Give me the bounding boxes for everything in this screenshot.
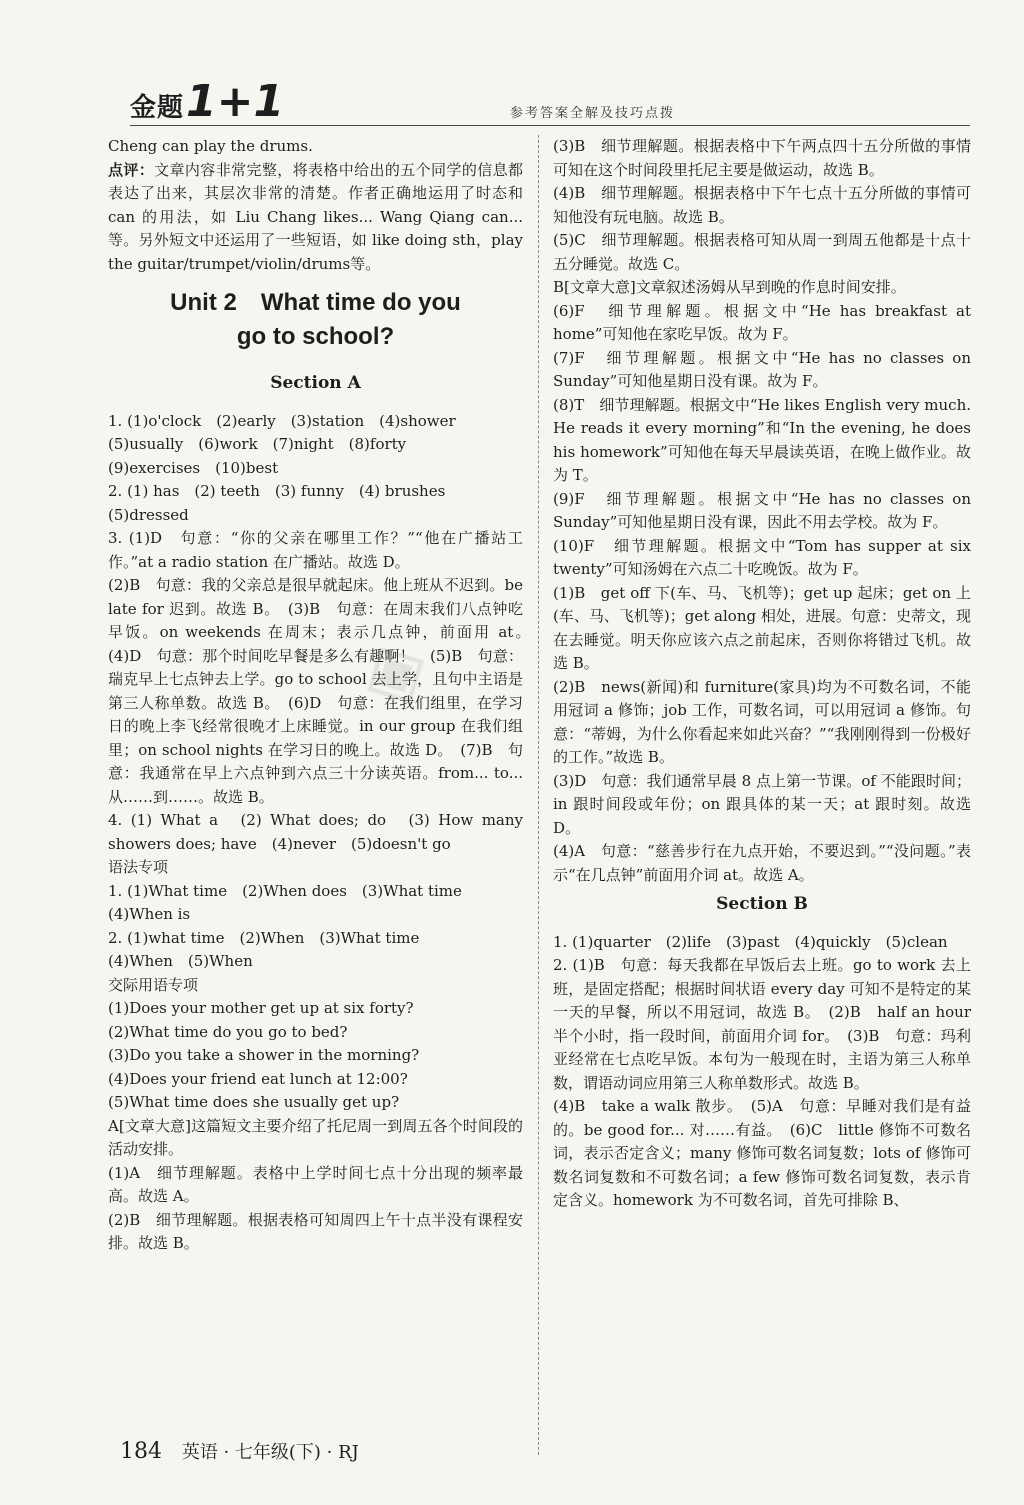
answer-line: (4)B 细节理解题。根据表格中下午七点十五分所做的事情可知他没有玩电脑。故选 B。 bbox=[553, 184, 971, 226]
answer-line: (1)A 细节理解题。表格中上学时间七点十分出现的频率最高。故选 A。 bbox=[108, 1163, 523, 1205]
intro-line: Cheng can play the drums. bbox=[108, 137, 313, 155]
header-subtitle: 参考答案全解及技巧点拨 bbox=[510, 106, 676, 121]
page-header bbox=[130, 72, 920, 127]
comment-text: 文章内容非常完整，将表格中给出的五个同学的信息都表达了出来，其层次非常的清楚。作者正确地运用了时态和 can 的用法，如 Liu Chang likes... Wang Qiang can... 等。另外短文中还运用了一些短语，如 like doing sth，play the guitar/trumpet/violin/drums等。 bbox=[108, 160, 523, 273]
answer-line: (3)D 句意：我们通常早晨 8 点上第一节课。of 不能跟时间；in 跟时间段或年份；on 跟具体的某一天；at 跟时刻。故选 D。 bbox=[553, 771, 971, 837]
unit-title bbox=[108, 286, 523, 354]
answer-line: 1. (1)What time (2)When does (3)What time bbox=[108, 881, 462, 900]
answer-line: B[文章大意]文章叙述汤姆从早到晚的作息时间安排。 bbox=[553, 278, 906, 296]
left-column bbox=[108, 135, 539, 1256]
comment-label: 点评： bbox=[108, 160, 155, 179]
answer-line: (3)B 细节理解题。根据表格中下午两点四十五分所做的事情可知在这个时间段里托尼主要是做运动，故选 B。 bbox=[553, 137, 971, 179]
left-answer-list bbox=[108, 410, 539, 1256]
answer-line: (2)B 句意：我的父亲总是很早就起床。他上班从不迟到。be late for 迟到。故选 B。 (3)B 句意：在周末我们八点钟吃早饭。on weekends 在周末；表示几点钟，前面用 at。 (4)D 句意：那个时间吃早餐是多么有趣啊！ (5)B 句意：瑞克早上七点钟去上学。go to school 去上学，且句中主语是第三人称单数。故选 B。 (6)D 句意：在我们组里，在学习日的晚上李飞经常很晚才上床睡觉。in our group 在我们组里；on school nights 在学习日的晚上。故选 D。 (7)B 句意：我通常在早上六点钟到六点三十分读英语。from... to... 从……到……。故选 B。 bbox=[108, 576, 539, 806]
answer-line: (4)B take a walk 散步。 (5)A 句意：早睡对我们是有益的。be good for... 对……有益。 (6)C little 修饰不可数名词，表示否定含义；many 修饰可数名词复数；lots of 修饰可数名词复数和不可数名词；a few 修饰可数名词复数，表示肯定含义。homework 为不可数名词，首先可排除 B、 bbox=[553, 1097, 971, 1209]
comment-paragraph bbox=[108, 159, 523, 277]
answer-line: (9)exercises (10)best bbox=[108, 458, 279, 477]
answer-line: (4)When is bbox=[108, 905, 191, 923]
answer-line: (2)B 细节理解题。根据表格可知周四上午十点半没有课程安排。故选 B。 bbox=[108, 1210, 523, 1252]
page-footer bbox=[120, 1438, 359, 1464]
answer-line: (6)F 细节理解题。根据文中“He has breakfast at home”可知他在家吃早饭。故为 F。 bbox=[553, 301, 971, 343]
answer-line: 3. (1)D 句意：“你的父亲在哪里工作？”“他在广播站工作。”at a radio station 在广播站。故选 D。 bbox=[108, 529, 523, 571]
answer-line: (4)Does your friend eat lunch at 12:00? bbox=[108, 1069, 408, 1088]
answer-line: (5)dressed bbox=[108, 505, 189, 524]
answer-line: (2)What time do you go to bed? bbox=[108, 1022, 348, 1041]
answer-line: (3)Do you take a shower in the morning? bbox=[108, 1046, 420, 1064]
answer-line: 1. (1)o'clock (2)early (3)station (4)shower bbox=[108, 411, 456, 430]
answer-line: (8)T 细节理解题。根据文中“He likes English very much. He reads it every morning”和“In the evening, he does his homework”可知他在每天早晨读英语，在晚上做作业。故为 T。 bbox=[553, 395, 971, 484]
right-answer-list bbox=[553, 135, 971, 887]
right-column bbox=[553, 135, 971, 1213]
logo-number: 1+1 bbox=[186, 76, 285, 127]
logo-text: 金题 bbox=[130, 93, 185, 123]
answer-line: (2)B news(新闻)和 furniture(家具)均为不可数名词，不能用冠词 a 修饰；job 工作，可数名词，可以用冠词 a 修饰。句意：“蒂姆，为什么你看起来如此兴奋？”“我刚刚得到一份极好的工作。”故选 B。 bbox=[553, 677, 971, 766]
answer-line: (1)Does your mother get up at six forty? bbox=[108, 999, 414, 1017]
answer-line: (5)usually (6)work (7)night (8)forty bbox=[108, 435, 407, 453]
answer-line: (1)B get off 下(车、马、飞机等)；get up 起床；get on 上(车、马、飞机等)；get along 相处，进展。句意：史蒂文，现在去睡觉。明天你应该六点之前起床，否则你将错过飞机。故选 B。 bbox=[553, 583, 971, 672]
watermark: ◈ bbox=[340, 610, 444, 728]
answer-line: (5)What time does she usually get up? bbox=[108, 1093, 400, 1111]
brand-logo bbox=[130, 76, 284, 127]
header-rule bbox=[130, 125, 970, 126]
section-b-answer-list bbox=[553, 931, 971, 1213]
book-label: 英语 · 七年级(下) · RJ bbox=[181, 1442, 359, 1463]
answer-line: (9)F 细节理解题。根据文中“He has no classes on Sunday”可知他星期日没有课，因此不用去学校。故为 F。 bbox=[553, 489, 971, 531]
answer-line: (4)A 句意：“慈善步行在九点开始，不要迟到。”“没问题。”表示“在几点钟”前面用介词 at。故选 A。 bbox=[553, 842, 971, 884]
answer-line: 1. (1)quarter (2)life (3)past (4)quickly (5)clean bbox=[553, 932, 948, 951]
answer-line: A[文章大意]这篇短文主要介绍了托尼周一到周五各个时间段的活动安排。 bbox=[108, 1116, 523, 1158]
answer-line: 交际用语专项 bbox=[108, 975, 199, 994]
answer-line: (10)F 细节理解题。根据文中“Tom has supper at six twenty”可知汤姆在六点二十吃晚饭。故为 F。 bbox=[553, 536, 971, 578]
answer-line: 2. (1)what time (2)When (3)What time bbox=[108, 928, 420, 947]
answer-line: 4. (1) What a (2) What does; do (3) How many showers does; have (4)never (5)doesn't go bbox=[108, 811, 523, 853]
answer-line: 2. (1)B 句意：每天我都在早饭后去上班。go to work 去上班，是固定搭配；根据时间状语 every day 可知不是特定的某一天的早餐，所以不用冠词，故选 B。 (2)B half an hour 半个小时，指一段时间，前面用介词 for。 (3)B 句意：玛利亚经常在七点吃早饭。本句为一般现在时，主语为第三人称单数，谓语动词应用第三人称单数形式。故选 B。 bbox=[553, 956, 971, 1092]
section-a-heading: Section A bbox=[270, 373, 361, 393]
answer-line: 2. (1) has (2) teeth (3) funny (4) brushes bbox=[108, 482, 446, 500]
page-number: 184 bbox=[120, 1439, 162, 1464]
column-divider bbox=[538, 135, 539, 1455]
answer-line: (7)F 细节理解题。根据文中“He has no classes on Sunday”可知他星期日没有课。故为 F。 bbox=[553, 348, 971, 390]
section-b-heading: Section B bbox=[716, 894, 808, 914]
unit-title-line-2: go to school? bbox=[236, 323, 395, 350]
answer-line: 语法专项 bbox=[108, 858, 169, 876]
answer-line: (4)When (5)When bbox=[108, 952, 253, 970]
unit-title-line-1: Unit 2 What time do you bbox=[170, 289, 461, 316]
answer-line: (5)C 细节理解题。根据表格可知从周一到周五他都是十点十五分睡觉。故选 C。 bbox=[553, 231, 971, 273]
